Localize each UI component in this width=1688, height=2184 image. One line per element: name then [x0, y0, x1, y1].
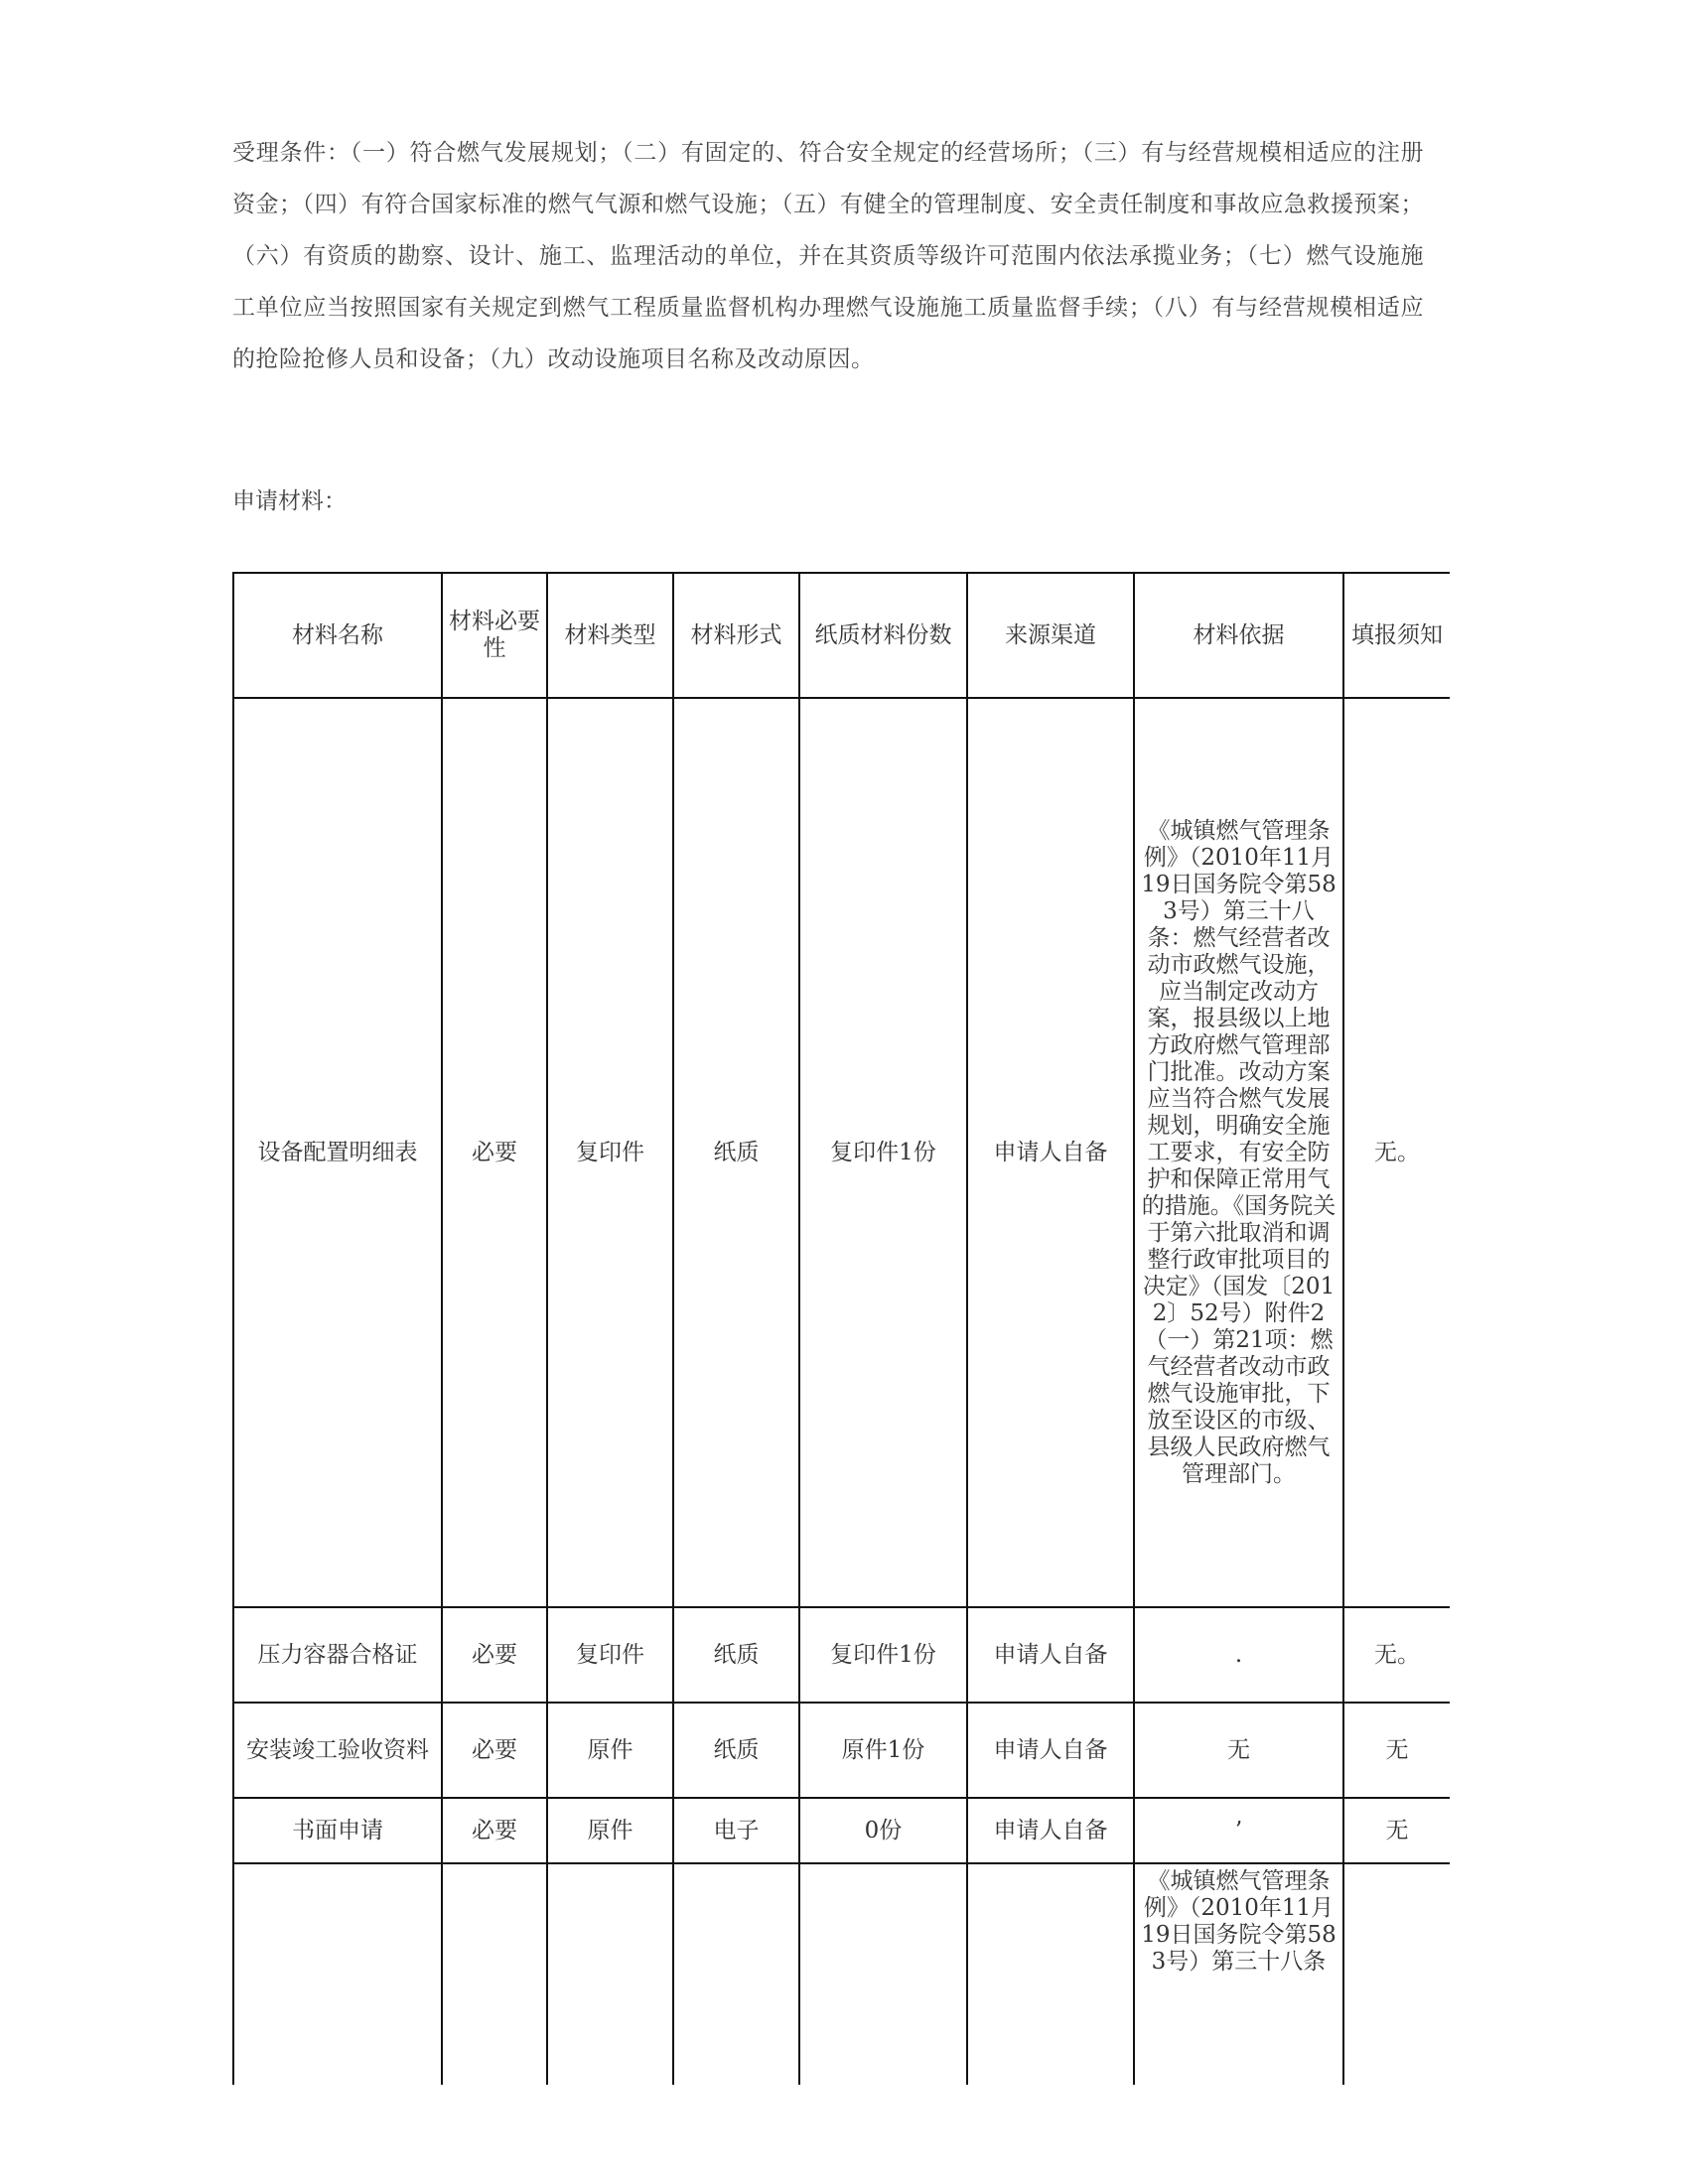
cell-notice: 无 [1343, 1798, 1450, 1863]
table-row [233, 1798, 1450, 1863]
table-row [233, 1863, 1450, 2085]
cell-necessity: 必要 [442, 1798, 547, 1863]
cell-notice: 无。 [1343, 1607, 1450, 1703]
cell-material-type: 原件 [547, 1798, 673, 1863]
table-row [233, 1607, 1450, 1703]
table-row [233, 698, 1450, 1607]
cell-necessity: 必要 [442, 1703, 547, 1798]
cell-material-type [547, 1863, 673, 2085]
cell-material-name: 书面申请 [233, 1798, 442, 1863]
header-material-type: 材料类型 [547, 573, 673, 698]
cell-source: 申请人自备 [967, 1703, 1134, 1798]
cell-paper-copies: 复印件1份 [799, 1607, 967, 1703]
cell-source: 申请人自备 [967, 1607, 1134, 1703]
acceptance-conditions: 受理条件：（一）符合燃气发展规划；（二）有固定的、符合安全规定的经营场所；（三）有与经营规模相适应的注册资金；（四）有符合国家标准的燃气气源和燃气设施；（五）有健全的管理制度、安全责任制度和事故应急救援预案；（六）有资质的勘察、设计、施工、监理活动的单位，并在其资质等级许可范围内依法承揽业务；（七）燃气设施施工单位应当按照国家有关规定到燃气工程质量监督机构办理燃气设施施工质量监督手续；（八）有与经营规模相适应的抢险抢修人员和设备；（九）改动设施项目名称及改动原因。 [232, 140, 1424, 372]
cell-necessity: 必要 [442, 1607, 547, 1703]
materials-heading: 申请材料： [232, 488, 347, 514]
cell-basis: . [1134, 1607, 1343, 1703]
header-material-form: 材料形式 [673, 573, 799, 698]
cell-paper-copies [799, 1863, 967, 2085]
cell-basis: 《城镇燃气管理条例》（2010年11月19日国务院令第583号）第三十八条 [1134, 1863, 1343, 2085]
cell-basis: ’ [1134, 1798, 1343, 1863]
cell-material-name: 压力容器合格证 [233, 1607, 442, 1703]
cell-material-type: 复印件 [547, 1607, 673, 1703]
table-row [233, 1703, 1450, 1798]
cell-necessity [442, 1863, 547, 2085]
cell-material-form: 纸质 [673, 698, 799, 1607]
header-material-name: 材料名称 [233, 573, 442, 698]
cell-basis: 《城镇燃气管理条例》（2010年11月19日国务院令第583号）第三十八条：燃气经营者改动市政燃气设施，应当制定改动方案，报县级以上地方政府燃气管理部门批准。改动方案应当符合燃气发展规划，明确安全施工要求，有安全防护和保障正常用气的措施。《国务院关于第六批取消和调整行政审批项目的决定》（国发〔2012〕52号）附件2（一）第21项：燃气经营者改动市政燃气设施审批，下放至设区的市级、县级人民政府燃气管理部门。 [1134, 698, 1343, 1607]
cell-notice: 无。 [1343, 698, 1450, 1607]
cell-necessity: 必要 [442, 698, 547, 1607]
cell-material-name: 安装竣工验收资料 [233, 1703, 442, 1798]
cell-source: 申请人自备 [967, 1798, 1134, 1863]
cell-material-name: 设备配置明细表 [233, 698, 442, 1607]
cell-material-form [673, 1863, 799, 2085]
header-paper-copies: 纸质材料份数 [799, 573, 967, 698]
header-necessity: 材料必要性 [442, 573, 547, 698]
cell-source [967, 1863, 1134, 2085]
materials-table-wrapper [232, 572, 1450, 2085]
materials-table [232, 572, 1450, 2085]
cell-material-form: 纸质 [673, 1703, 799, 1798]
cell-material-form: 纸质 [673, 1607, 799, 1703]
cell-paper-copies: 原件1份 [799, 1703, 967, 1798]
cell-basis: 无 [1134, 1703, 1343, 1798]
cell-material-name [233, 1863, 442, 2085]
cell-material-form: 电子 [673, 1798, 799, 1863]
header-notice: 填报须知 [1343, 573, 1450, 698]
table-header-row [233, 573, 1450, 698]
header-source: 来源渠道 [967, 573, 1134, 698]
cell-notice [1343, 1863, 1450, 2085]
cell-source: 申请人自备 [967, 698, 1134, 1607]
cell-paper-copies: 复印件1份 [799, 698, 967, 1607]
cell-material-type: 原件 [547, 1703, 673, 1798]
header-basis: 材料依据 [1134, 573, 1343, 698]
cell-material-type: 复印件 [547, 698, 673, 1607]
cell-paper-copies: 0份 [799, 1798, 967, 1863]
cell-notice: 无 [1343, 1703, 1450, 1798]
